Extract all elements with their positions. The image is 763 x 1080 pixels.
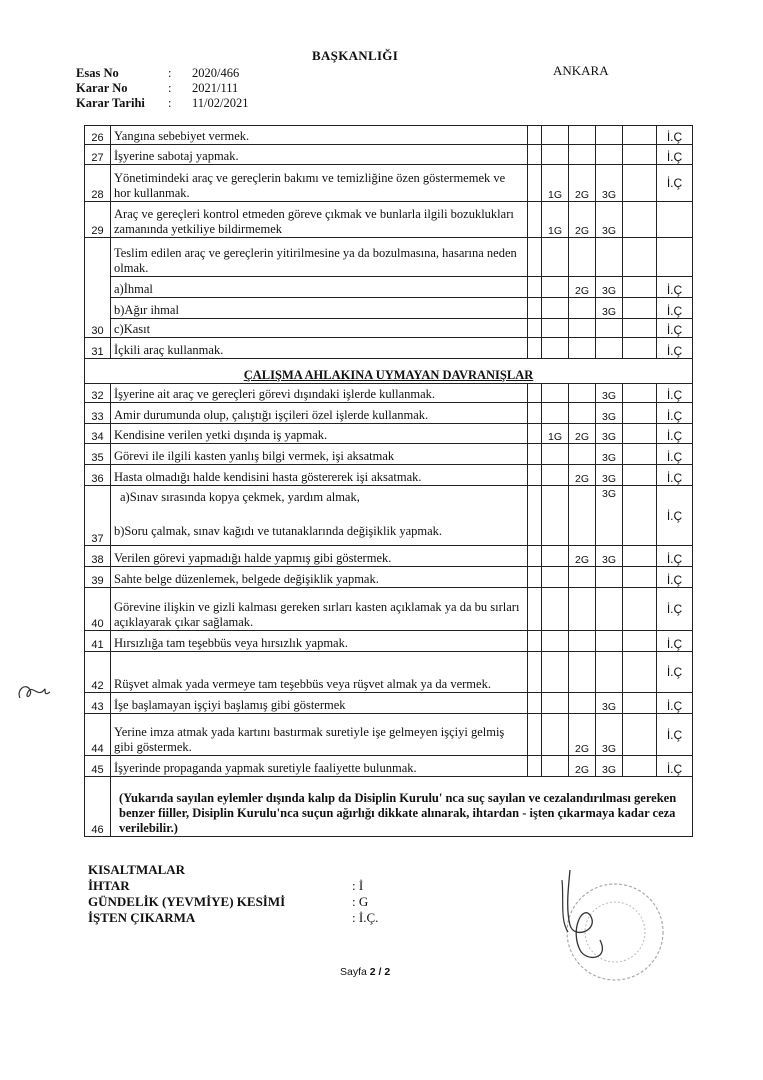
penalty-1g [542,465,569,486]
penalty-3g [596,631,623,652]
empty-cell [528,546,542,567]
table-row [85,714,693,756]
empty-cell [542,238,569,277]
empty-cell [528,238,542,277]
penalty-ic: İ.Ç [657,277,693,298]
row-subtext: b)Ağır ihmal [111,298,528,319]
penalty-2g: 2G [569,165,596,202]
penalty-ic: İ.Ç [657,756,693,777]
row-subtext: c)Kasıt [111,319,528,338]
page-title: BAŞKANLIĞI [312,48,399,63]
penalty-1g [542,588,569,631]
penalty-3g: 3G [596,465,623,486]
penalty-1g: 1G [542,424,569,444]
empty-cell [623,714,657,756]
meta-colon: : [168,66,172,80]
empty-cell [528,424,542,444]
empty-cell [528,145,542,165]
empty-cell [623,277,657,298]
row-text: Görevine ilişkin ve gizli kalması gereken sırları kasten açıklamak ya da bu sırları açıklayarak çıkar sağlamak. [111,588,528,631]
penalty-3g [596,126,623,145]
row-text: İşyerine ait araç ve gereçleri görevi dışındaki işlerde kullanmak. [111,384,528,403]
empty-cell [528,202,542,238]
empty-cell [623,465,657,486]
row-text: İşyerinde propaganda yapmak suretiyle faaliyette bulunmak. [111,756,528,777]
handwritten-mark-icon [14,676,64,706]
penalty-2g: 2G [569,424,596,444]
penalty-2g [569,384,596,403]
penalty-3g: 3G [596,714,623,756]
penalty-ic: İ.Ç [657,693,693,714]
abbr-value: : İ [352,878,364,893]
empty-cell [623,202,657,238]
penalty-table [84,125,693,837]
penalty-2g [569,319,596,338]
table-row [85,403,693,424]
penalty-ic: İ.Ç [657,546,693,567]
empty-cell [528,319,542,338]
row-number: 44 [85,714,111,756]
table-row [85,693,693,714]
section-heading: ÇALIŞMA AHLAKINA UYMAYAN DAVRANIŞLAR [85,359,693,384]
empty-cell [623,165,657,202]
page-number [340,966,390,978]
row-text: Görevi ile ilgili kasten yanlış bilgi vermek, işi aksatmak [111,444,528,465]
row-number: 43 [85,693,111,714]
row-subtext: a)İhmal [111,277,528,298]
table-row [85,465,693,486]
meta-value: 11/02/2021 [192,96,249,110]
penalty-3g [596,338,623,359]
row-text: İşe başlamayan işçiyi başlamış gibi göstermek [111,693,528,714]
empty-cell [623,424,657,444]
empty-cell [623,319,657,338]
penalty-3g: 3G [596,546,623,567]
penalty-3g: 3G [596,693,623,714]
row-number: 41 [85,631,111,652]
penalty-1g [542,486,569,546]
table-row [85,424,693,444]
table-row [85,652,693,693]
penalty-ic: İ.Ç [657,714,693,756]
penalty-3g: 3G [596,486,623,546]
empty-cell [528,652,542,693]
penalty-1g [542,567,569,588]
table-row [85,444,693,465]
penalty-2g [569,693,596,714]
row-text: Yangına sebebiyet vermek. [111,126,528,145]
empty-cell [528,126,542,145]
penalty-1g [542,145,569,165]
row-number: 27 [85,145,111,165]
table-row [85,298,693,319]
row-text: İşyerine sabotaj yapmak. [111,145,528,165]
penalty-ic: İ.Ç [657,486,693,546]
row-number: 26 [85,126,111,145]
penalty-1g [542,444,569,465]
empty-cell [623,652,657,693]
empty-cell [623,384,657,403]
empty-cell [528,403,542,424]
penalty-3g: 3G [596,277,623,298]
row-text: Amir durumunda olup, çalıştığı işçileri özel işlerde kullanmak. [111,403,528,424]
table-row [85,756,693,777]
row-subtext: b)Soru çalmak, sınav kağıdı ve tutanaklarında değişiklik yapmak. [114,524,443,538]
row-number: 34 [85,424,111,444]
penalty-3g [596,567,623,588]
empty-cell [623,444,657,465]
empty-cell [528,486,542,546]
empty-cell [623,588,657,631]
empty-cell [528,298,542,319]
empty-cell [596,238,623,277]
penalty-ic: İ.Ç [657,384,693,403]
empty-cell [528,384,542,403]
row-number: 37 [85,486,111,546]
penalty-3g: 3G [596,424,623,444]
empty-cell [657,238,693,277]
table-row [85,238,693,277]
row-number: 33 [85,403,111,424]
penalty-ic: İ.Ç [657,298,693,319]
empty-cell [528,756,542,777]
row-text [111,486,528,546]
penalty-2g [569,631,596,652]
empty-cell [528,277,542,298]
empty-cell [528,444,542,465]
row-number: 38 [85,546,111,567]
penalty-1g [542,338,569,359]
penalty-3g: 3G [596,756,623,777]
penalty-ic: İ.Ç [657,631,693,652]
penalty-2g [569,567,596,588]
penalty-1g [542,756,569,777]
penalty-ic: İ.Ç [657,126,693,145]
case-meta [76,66,248,111]
row-text: Araç ve gereçleri kontrol etmeden göreve çıkmak ve bunlarla ilgili bozuklukları zamanında yetkiliye bildirmemek [111,202,528,238]
penalty-3g [596,145,623,165]
empty-cell [623,126,657,145]
abbr-value: : İ.Ç. [352,910,379,925]
table-row [85,546,693,567]
row-subtext: a)Sınav sırasında kopya çekmek, yardım almak, [120,490,360,504]
abbreviations-title: KISALTMALAR [88,862,186,877]
penalty-ic: İ.Ç [657,338,693,359]
row-text: Hırsızlığa tam teşebbüs veya hırsızlık yapmak. [111,631,528,652]
table-row [85,588,693,631]
penalty-3g: 3G [596,165,623,202]
penalty-1g [542,384,569,403]
penalty-2g [569,126,596,145]
penalty-3g: 3G [596,298,623,319]
penalty-ic: İ.Ç [657,165,693,202]
meta-value: 2021/111 [192,81,239,95]
penalty-2g [569,338,596,359]
row-number: 39 [85,567,111,588]
row-number: 46 [85,777,111,837]
empty-cell [528,165,542,202]
section-row [85,359,693,384]
row-number: 29 [85,202,111,238]
stamp-icon [540,870,670,990]
penalty-1g [542,277,569,298]
penalty-3g: 3G [596,384,623,403]
penalty-3g [596,319,623,338]
table-row [85,486,693,546]
penalty-1g [542,298,569,319]
penalty-2g [569,588,596,631]
meta-colon: : [168,81,172,95]
abbr-label: GÜNDELİK (YEVMİYE) KESİMİ [88,894,286,909]
table-row [85,165,693,202]
penalty-2g [569,652,596,693]
empty-cell [623,298,657,319]
penalty-3g [596,652,623,693]
meta-row-karar [76,81,248,96]
table-row [85,384,693,403]
row-text: Rüşvet almak yada vermeye tam teşebbüs veya rüşvet almak ya da vermek. [111,652,528,693]
row-number: 30 [85,238,111,338]
row-text: Kendisine verilen yetki dışında iş yapmak. [111,424,528,444]
penalty-ic: İ.Ç [657,403,693,424]
row-number: 31 [85,338,111,359]
penalty-2g [569,444,596,465]
penalty-1g [542,403,569,424]
table-row [85,126,693,145]
row-number: 45 [85,756,111,777]
empty-cell [528,631,542,652]
penalty-2g: 2G [569,714,596,756]
penalty-ic: İ.Ç [657,465,693,486]
row-number: 28 [85,165,111,202]
table-row [85,567,693,588]
penalty-2g [569,298,596,319]
penalty-2g [569,486,596,546]
abbreviations [88,862,378,926]
empty-cell [528,567,542,588]
empty-cell [623,567,657,588]
empty-cell [528,338,542,359]
empty-cell [623,403,657,424]
empty-cell [623,756,657,777]
penalty-ic: İ.Ç [657,567,693,588]
abbr-label: İŞTEN ÇIKARMA [88,910,196,925]
empty-cell [623,486,657,546]
row-text: Yönetimindeki araç ve gereçlerin bakımı ve temizliğine özen göstermemek ve hor kullanmak. [111,165,528,202]
penalty-1g [542,631,569,652]
abbr-row [88,894,378,910]
penalty-2g: 2G [569,465,596,486]
table-row [85,338,693,359]
table-row [85,202,693,238]
abbr-value: : G [352,894,369,909]
penalty-1g: 1G [542,165,569,202]
row-text: Yerine imza atmak yada kartını bastırmak suretiyle işe gelmeyen işçiyi gelmiş gibi göstermek. [111,714,528,756]
empty-cell [623,145,657,165]
row-text: İçkili araç kullanmak. [111,338,528,359]
empty-cell [623,238,657,277]
penalty-1g: 1G [542,202,569,238]
meta-value: 2020/466 [192,66,240,80]
penalty-3g: 3G [596,403,623,424]
abbr-label: İHTAR [88,878,130,893]
penalty-ic: İ.Ç [657,319,693,338]
penalty-1g [542,693,569,714]
meta-label: Karar Tarihi [76,96,145,110]
meta-label: Karar No [76,81,128,95]
penalty-2g: 2G [569,277,596,298]
empty-cell [623,631,657,652]
meta-row-esas [76,66,248,81]
empty-cell [623,338,657,359]
penalty-2g: 2G [569,756,596,777]
empty-cell [528,714,542,756]
table-row [85,319,693,338]
empty-cell [528,693,542,714]
penalty-2g [569,403,596,424]
city-label: ANKARA [553,63,609,78]
penalty-1g [542,546,569,567]
row-number: 32 [85,384,111,403]
table-row [85,777,693,837]
penalty-ic: İ.Ç [657,588,693,631]
row-number: 40 [85,588,111,631]
empty-cell [569,238,596,277]
table-row [85,145,693,165]
empty-cell [528,465,542,486]
empty-cell [528,588,542,631]
empty-cell [623,693,657,714]
penalty-ic [657,202,693,238]
table-row [85,277,693,298]
meta-row-tarih [76,96,248,111]
closing-note: (Yukarıda sayılan eylemler dışında kalıp da Disiplin Kurulu' nca suç sayılan ve cezalandırılması gereken benzer fiiller, Disiplin Kurulu'nca suçun ağırlığı dikkate alınarak, ihtardan - işten çıkarmaya kadar ceza verilebilir.) [111,777,693,837]
page-prefix: Sayfa [340,966,370,978]
row-text: Hasta olmadığı halde kendisini hasta göstererek işi aksatmak. [111,465,528,486]
row-number: 36 [85,465,111,486]
row-number: 35 [85,444,111,465]
penalty-ic: İ.Ç [657,444,693,465]
penalty-1g [542,714,569,756]
penalty-2g: 2G [569,546,596,567]
row-text: Sahte belge düzenlemek, belgede değişiklik yapmak. [111,567,528,588]
penalty-1g [542,319,569,338]
page-value: 2 / 2 [369,966,391,978]
meta-label: Esas No [76,66,119,80]
meta-colon: : [168,96,172,110]
penalty-3g: 3G [596,202,623,238]
table-row [85,631,693,652]
penalty-1g [542,126,569,145]
abbr-row [88,910,378,926]
penalty-2g: 2G [569,202,596,238]
penalty-2g [569,145,596,165]
penalty-ic: İ.Ç [657,424,693,444]
empty-cell [623,546,657,567]
row-text: Teslim edilen araç ve gereçlerin yitirilmesine ya da bozulmasına, hasarına neden olmak. [111,238,528,277]
penalty-3g: 3G [596,444,623,465]
row-number: 42 [85,652,111,693]
penalty-ic: İ.Ç [657,652,693,693]
penalty-3g [596,588,623,631]
abbr-row [88,878,378,894]
penalty-ic: İ.Ç [657,145,693,165]
penalty-1g [542,652,569,693]
row-text: Verilen görevi yapmadığı halde yapmış gibi göstermek. [111,546,528,567]
